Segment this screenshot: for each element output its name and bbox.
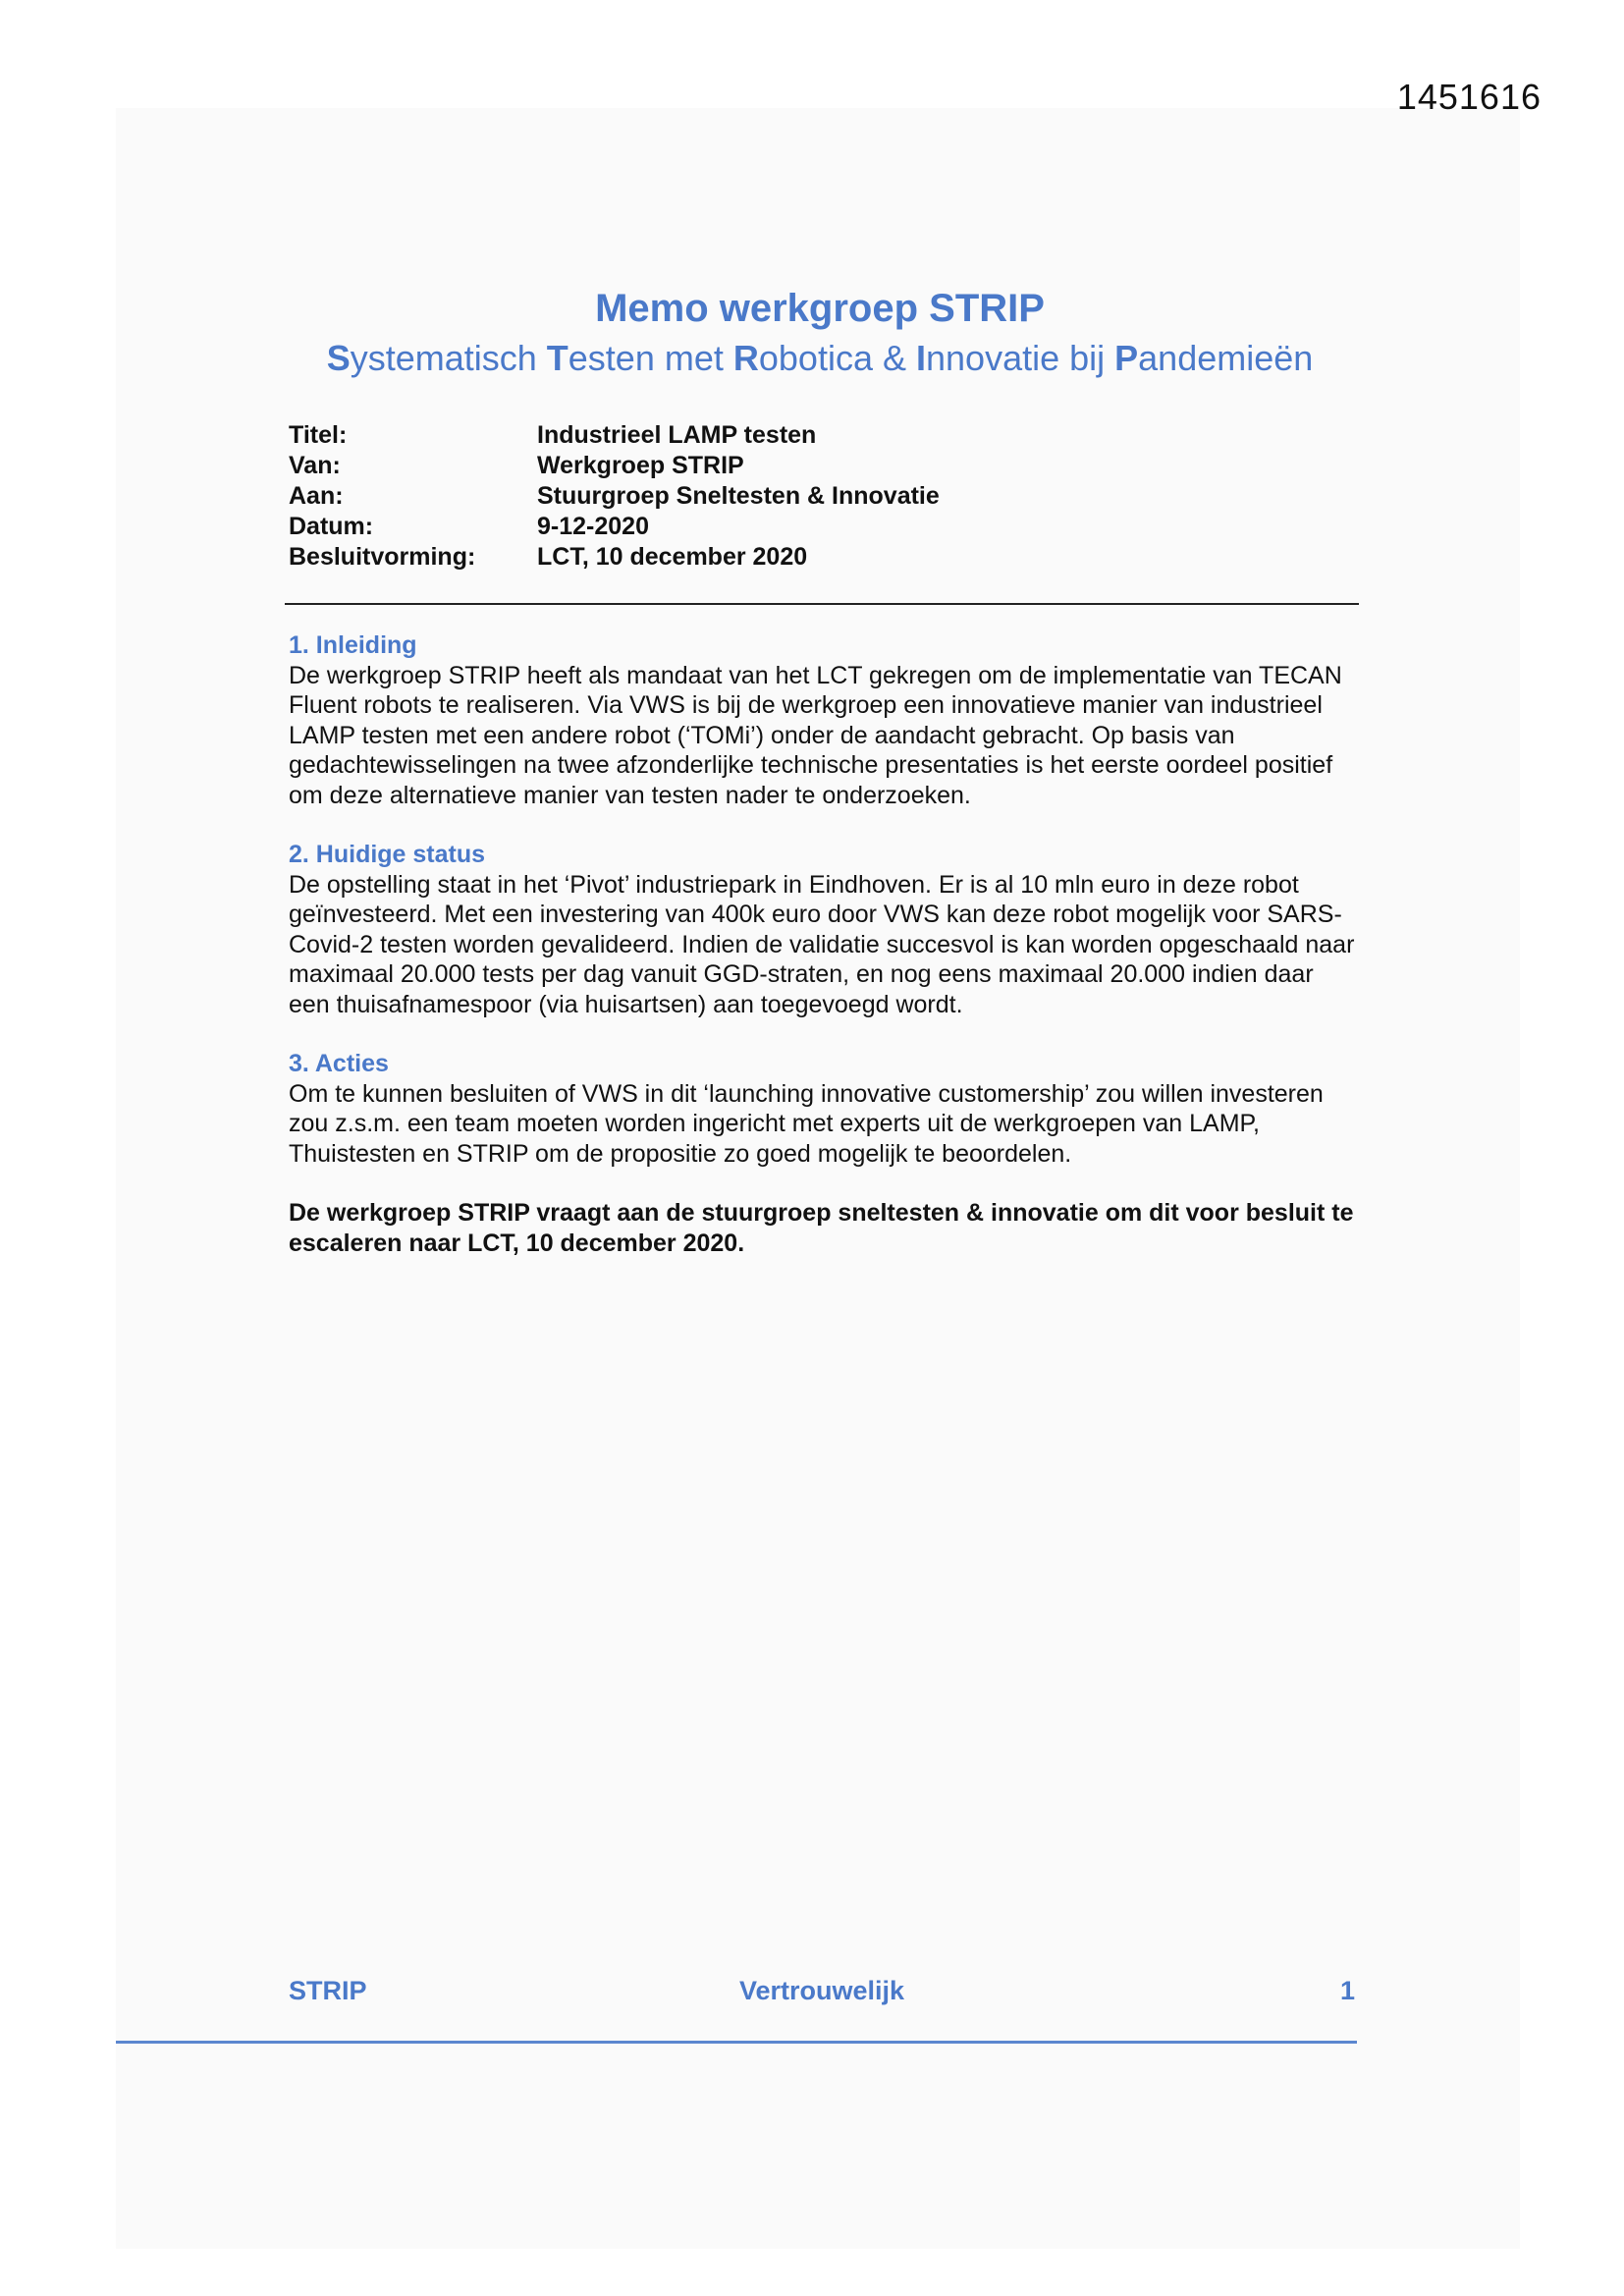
section-heading-acties: 3. Acties: [289, 1050, 389, 1077]
subtitle-word: obotica &: [758, 338, 916, 378]
meta-key: Datum:: [289, 513, 374, 540]
meta-key: Aan:: [289, 482, 344, 510]
memo-metadata: [289, 420, 940, 573]
meta-key: Titel:: [289, 421, 348, 449]
memo-subtitle: [285, 336, 1355, 380]
footer-divider: [116, 2041, 1357, 2044]
subtitle-word: ystematisch: [350, 338, 547, 378]
subtitle-initial: S: [326, 338, 351, 378]
meta-value: 9-12-2020: [537, 513, 649, 540]
meta-value: LCT, 10 december 2020: [537, 543, 808, 571]
subtitle-initial: T: [546, 338, 568, 378]
meta-value: Industrieel LAMP testen: [537, 421, 817, 449]
footer-org: STRIP: [289, 1976, 367, 2005]
header-divider: [285, 603, 1359, 605]
conclusion-request: De werkgroep STRIP vraagt aan de stuurgroep sneltesten & innovatie om dit voor besluit te escaleren naar LCT, 10 december 2020.: [289, 1199, 1354, 1257]
footer-classification: Vertrouwelijk: [738, 1976, 905, 2005]
meta-row-titel: [289, 420, 940, 451]
meta-row-datum: [289, 512, 940, 542]
subtitle-word: andemieën: [1138, 338, 1314, 378]
section-heading-inleiding: 1. Inleiding: [289, 631, 417, 659]
meta-row-van: [289, 451, 940, 481]
subtitle-word: esten met: [568, 338, 733, 378]
memo-title: Memo werkgroep STRIP: [595, 287, 1045, 330]
subtitle-initial: P: [1114, 338, 1139, 378]
subtitle-initial: I: [915, 338, 926, 378]
meta-row-besluitvorming: [289, 542, 940, 573]
document-id: 1451616: [1396, 77, 1542, 117]
meta-value: Stuurgroep Sneltesten & Innovatie: [537, 482, 940, 510]
section-body-inleiding: De werkgroep STRIP heeft als mandaat van het LCT gekregen om de implementatie van TECAN Fluent robots te realiseren. Via VWS is bij de werkgroep een innovatieve manier van industrieel LAMP testen met een andere robot (‘TOMi’) onder de aandacht gebracht. Op basis van gedachtewisselingen na twee afzonderlijke technische presentaties is het eerste oordeel positief om deze alternatieve manier van testen nader te onderzoeken.: [289, 661, 1342, 809]
memo-body: [289, 630, 1359, 1258]
meta-value: Werkgroep STRIP: [537, 452, 744, 479]
section-body-huidige-status: De opstelling staat in het ‘Pivot’ industriepark in Eindhoven. Er is al 10 mln euro in deze robot geïnvesteerd. Met een investering van 400k euro door VWS kan deze robot mogelijk voor SARS-Covid-2 testen worden gevalideerd. Indien de validatie succesvol is kan worden opgeschaald naar maximaal 20.000 tests per dag vanuit GGD-straten, en nog eens maximaal 20.000 indien daar een thuisafnamespoor (via huisartsen) aan toegevoegd wordt.: [289, 870, 1355, 1018]
meta-row-aan: [289, 481, 940, 512]
title-block: [285, 285, 1355, 380]
subtitle-word: nnovatie bij: [926, 338, 1115, 378]
section-body-acties: Om te kunnen besluiten of VWS in dit ‘launching innovative customership’ zou willen investeren zou z.s.m. een team moeten worden ingericht met experts uit de werkgroepen van LAMP, Thuistesten en STRIP om de propositie zo goed mogelijk te beoordelen.: [289, 1079, 1324, 1168]
section-heading-huidige-status: 2. Huidige status: [289, 841, 486, 868]
meta-key: Besluitvorming:: [289, 543, 476, 571]
page-number: 1: [1339, 1976, 1355, 2005]
meta-key: Van:: [289, 452, 341, 479]
subtitle-initial: R: [732, 338, 759, 378]
